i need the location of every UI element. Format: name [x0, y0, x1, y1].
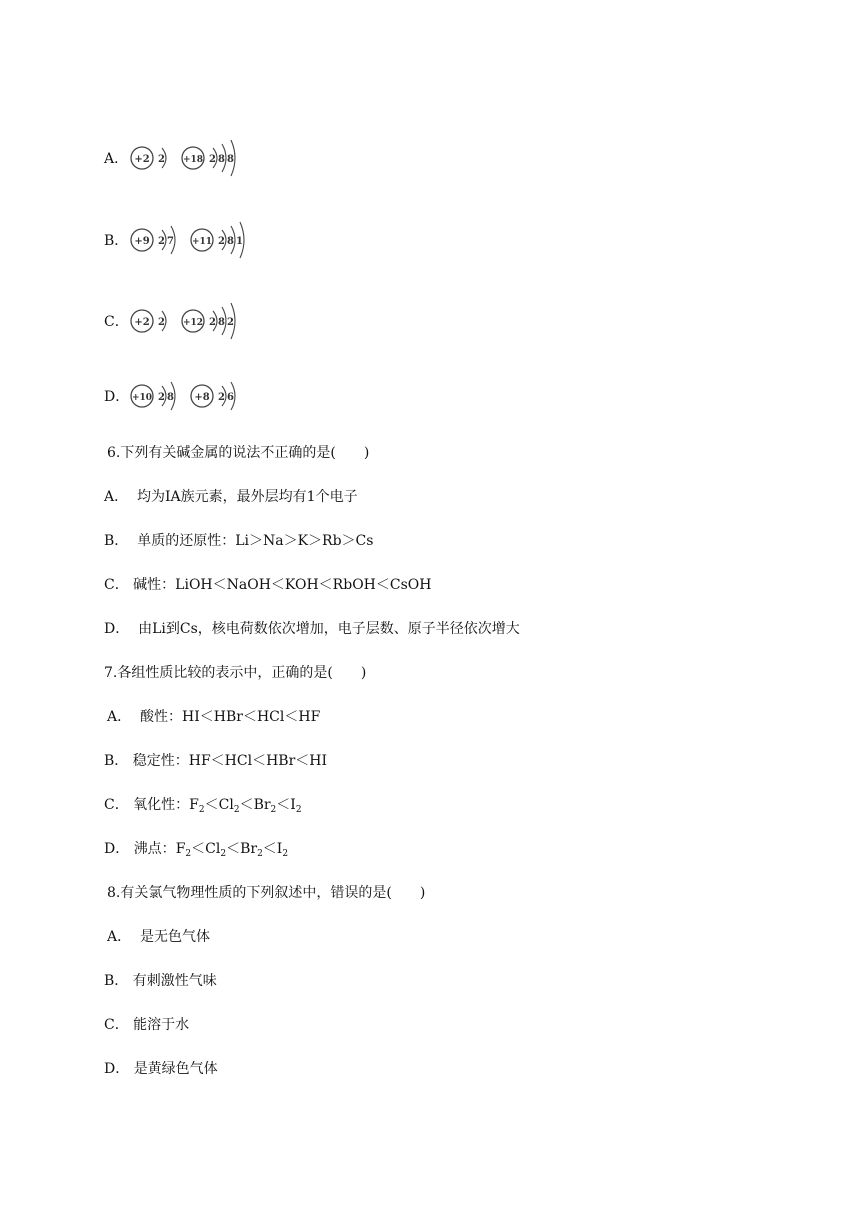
atom-diagram — [130, 128, 175, 188]
nucleus-charge: +9 — [134, 236, 150, 247]
shell-electron-count: 2 — [209, 154, 216, 165]
option-label: A． — [104, 489, 129, 505]
subscript: 2 — [185, 849, 192, 859]
shell-electron-count: 2 — [209, 317, 216, 328]
option-label: A． — [107, 709, 132, 725]
diagram-option-a — [104, 128, 250, 188]
option-label: C． — [104, 797, 129, 813]
option-label: D． — [104, 841, 130, 857]
option-text: 由Li到Cs，核电荷数依次增加，电子层数、原子半径依次增大 — [138, 621, 520, 637]
atom-diagram — [181, 291, 244, 351]
q8-option-b — [104, 972, 217, 990]
formula-chain: $F_2<Cl_2<Br_2<I_2$ — [189, 797, 302, 815]
subscript: 2 — [282, 849, 289, 859]
diagram-option-c — [104, 291, 250, 351]
subscript: 2 — [198, 805, 205, 815]
subscript: 2 — [257, 849, 263, 859]
atom-diagram — [130, 366, 184, 426]
shell-electron-count: 2 — [158, 154, 165, 165]
shell-electron-count: 2 — [227, 317, 234, 328]
option-text: 单质的还原性：Li＞Na＞K＞Rb＞Cs — [137, 533, 374, 549]
shell-electron-count: 8 — [167, 392, 174, 403]
shell-electron-count: 8 — [218, 154, 225, 165]
atom-diagram — [190, 366, 244, 426]
atom-diagram — [190, 210, 253, 270]
option-prefix: 氧化性： — [133, 797, 190, 813]
nucleus-charge: +2 — [134, 154, 150, 165]
q6-option-c — [104, 576, 431, 594]
option-label: D． — [104, 621, 130, 637]
q8-option-d — [104, 1060, 218, 1078]
q6-option-d — [104, 620, 520, 638]
question-8-stem: 8.有关氯气物理性质的下列叙述中，错误的是( ) — [107, 885, 426, 901]
q6-option-a — [104, 488, 358, 506]
nucleus-charge: +8 — [194, 392, 210, 403]
option-text: 均为ⅠA族元素，最外层均有1个电子 — [137, 489, 358, 505]
option-text: 有刺激性气味 — [132, 973, 217, 989]
diagram-option-d — [104, 366, 250, 426]
option-text: 是无色气体 — [140, 929, 211, 945]
shell-electron-count: 8 — [227, 154, 234, 165]
atom-diagram — [130, 291, 175, 351]
diagram-option-b — [104, 210, 259, 270]
shell-electron-count: 1 — [236, 236, 243, 247]
nucleus-charge: +12 — [182, 318, 204, 328]
formula-chain: $F_2<Cl_2<Br_2<I_2$ — [175, 841, 289, 859]
nucleus-charge: +2 — [134, 317, 150, 328]
option-label: B． — [104, 753, 129, 769]
option-text: 是黄绿色气体 — [133, 1061, 218, 1077]
q7-option-a — [107, 708, 320, 726]
shell-electron-count: 2 — [218, 392, 225, 403]
subscript: 2 — [270, 805, 277, 815]
option-label: B． — [104, 233, 129, 249]
shell-electron-count: 6 — [227, 392, 234, 403]
option-label: C． — [104, 577, 129, 593]
atom-diagram — [130, 210, 184, 270]
q8-option-a — [107, 928, 210, 946]
shell-electron-count: 7 — [167, 236, 174, 247]
q7-option-d — [104, 840, 288, 858]
shell-electron-count: 2 — [158, 317, 165, 328]
atom-diagram — [181, 128, 244, 188]
shell-electron-count: 2 — [158, 392, 165, 403]
nucleus-charge: +10 — [131, 393, 153, 403]
option-text: 酸性：HI＜HBr＜HCl＜HF — [140, 709, 321, 725]
option-label: C． — [104, 314, 129, 330]
option-text: 稳定性：HF＜HCl＜HBr＜HI — [132, 753, 327, 769]
question-6-stem: 6.下列有关碱金属的说法不正确的是( ) — [107, 445, 370, 461]
q8-option-c — [104, 1016, 189, 1034]
q6-option-b — [104, 532, 373, 550]
q7-option-c — [104, 796, 302, 814]
option-text: 能溶于水 — [133, 1017, 190, 1033]
option-text: 碱性：LiOH＜NaOH＜KOH＜RbOH＜CsOH — [133, 577, 432, 593]
shell-electron-count: 8 — [218, 317, 225, 328]
question-7-stem: 7.各组性质比较的表示中，正确的是( ) — [104, 665, 367, 681]
shell-electron-count: 8 — [227, 236, 234, 247]
option-label: D． — [104, 389, 130, 405]
subscript: 2 — [233, 805, 240, 815]
option-prefix: 沸点： — [133, 841, 176, 857]
option-label: B． — [104, 973, 129, 989]
option-label: C． — [104, 1017, 129, 1033]
option-label: D． — [104, 1061, 130, 1077]
q7-option-b — [104, 752, 327, 770]
option-label: B． — [104, 533, 129, 549]
subscript: 2 — [220, 849, 227, 859]
option-label: A． — [107, 929, 132, 945]
shell-electron-count: 2 — [158, 236, 165, 247]
subscript: 2 — [295, 805, 302, 815]
shell-electron-count: 2 — [218, 236, 225, 247]
nucleus-charge: +11 — [191, 237, 213, 247]
option-label: A． — [104, 151, 129, 167]
nucleus-charge: +18 — [182, 155, 204, 165]
